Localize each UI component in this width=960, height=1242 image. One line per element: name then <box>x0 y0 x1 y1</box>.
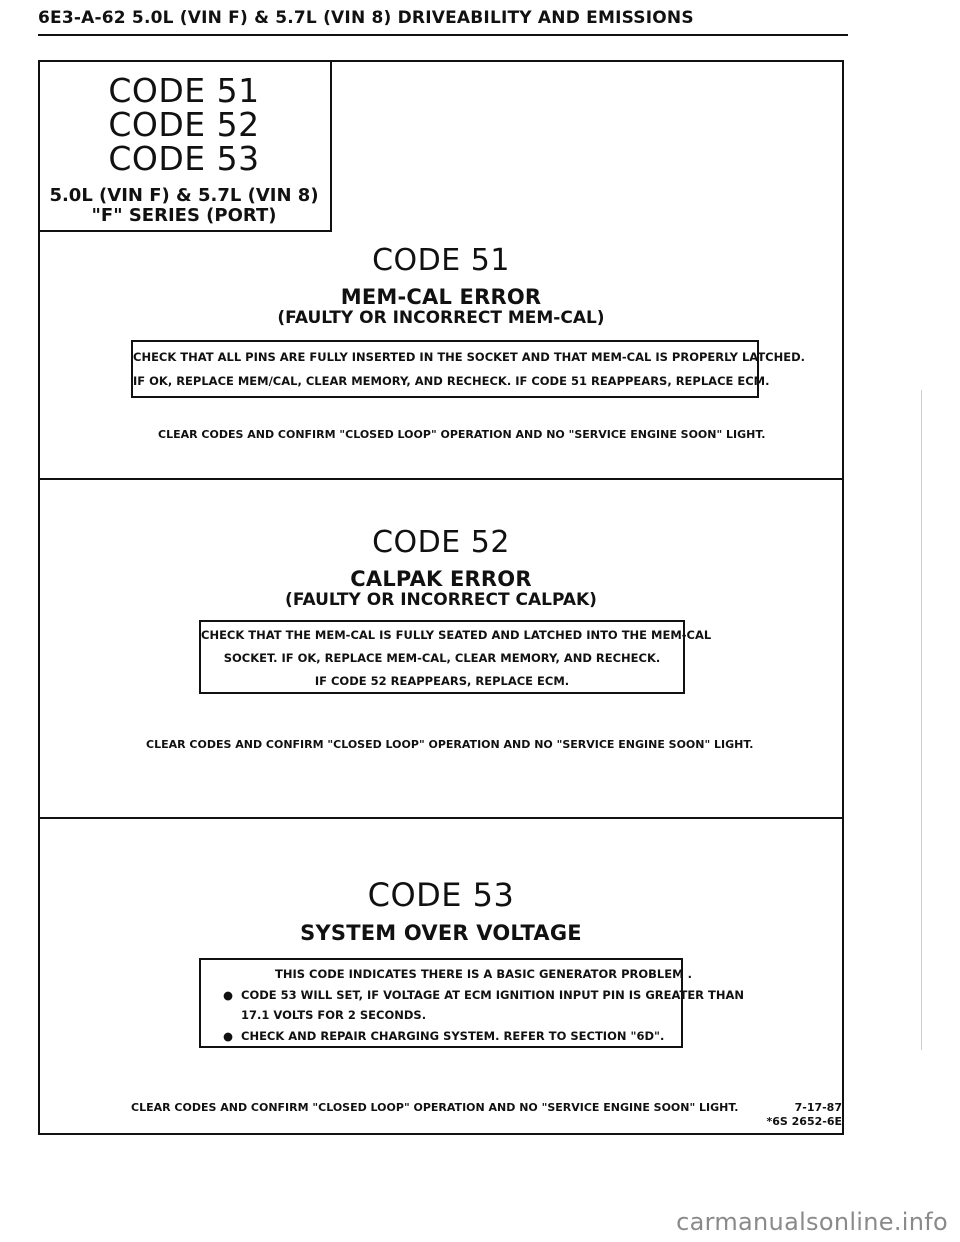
bullet-icon: ● <box>223 987 234 1002</box>
page-edge-line <box>921 390 922 1050</box>
code51-action-box <box>131 340 805 398</box>
code51-clear-instruction: CLEAR CODES AND CONFIRM "CLOSED LOOP" OPERATION AND NO "SERVICE ENGINE SOON" LIGHT. <box>158 428 766 441</box>
page-header: 6E3-A-62 5.0L (VIN F) & 5.7L (VIN 8) DRIVEABILITY AND EMISSIONS <box>38 8 694 28</box>
code52-subtitle: (FAULTY OR INCORRECT CALPAK) <box>285 590 597 610</box>
header-rule <box>38 34 848 36</box>
index-code-52: CODE 52 <box>108 105 260 144</box>
code52-heading <box>38 526 844 610</box>
footer-figure-id: *6S 2652-6E <box>766 1115 842 1128</box>
code52-error: CALPAK ERROR <box>350 567 532 591</box>
index-code-51: CODE 51 <box>108 71 260 110</box>
code51-error: MEM-CAL ERROR <box>340 285 542 309</box>
code53-bullet-1: CODE 53 WILL SET, IF VOLTAGE AT ECM IGNITION INPUT PIN IS GREATER THAN <box>241 987 745 1002</box>
code51-subtitle: (FAULTY OR INCORRECT MEM-CAL) <box>277 308 605 328</box>
code52-box-line: SOCKET. IF OK, REPLACE MEM-CAL, CLEAR MEMORY, AND RECHECK. <box>223 651 661 665</box>
footer-date: 7-17-87 <box>794 1101 842 1114</box>
section-divider <box>38 817 844 819</box>
footer-reference <box>766 1101 842 1129</box>
code53-clear-instruction: CLEAR CODES AND CONFIRM "CLOSED LOOP" OPERATION AND NO "SERVICE ENGINE SOON" LIGHT. <box>131 1101 739 1114</box>
bullet-icon: ● <box>223 1028 234 1043</box>
code51-heading <box>38 244 844 328</box>
code53-error: SYSTEM OVER VOLTAGE <box>300 921 582 945</box>
code52-clear-instruction: CLEAR CODES AND CONFIRM "CLOSED LOOP" OPERATION AND NO "SERVICE ENGINE SOON" LIGHT. <box>146 738 754 751</box>
code52-title: CODE 52 <box>372 525 510 560</box>
section-divider <box>38 478 844 480</box>
index-series: "F" SERIES (PORT) <box>91 205 277 226</box>
code53-heading <box>38 878 844 944</box>
code53-bullet-2: CHECK AND REPAIR CHARGING SYSTEM. REFER TO SECTION "6D". <box>241 1028 665 1043</box>
code53-title: CODE 53 <box>367 876 515 914</box>
code51-box-line: IF OK, REPLACE MEM/CAL, CLEAR MEMORY, AND RECHECK. IF CODE 51 REAPPEARS, REPLACE ECM. <box>133 374 770 388</box>
index-engine: 5.0L (VIN F) & 5.7L (VIN 8) <box>49 185 319 206</box>
code52-box-line: CHECK THAT THE MEM-CAL IS FULLY SEATED AND LATCHED INTO THE MEM-CAL <box>201 628 712 642</box>
code51-title: CODE 51 <box>372 243 510 278</box>
code-index-box <box>38 60 332 232</box>
watermark: carmanualsonline.info <box>676 1208 948 1236</box>
code53-bullet-1-cont: 17.1 VOLTS FOR 2 SECONDS. <box>241 1008 427 1022</box>
code53-box-intro: THIS CODE INDICATES THERE IS A BASIC GENERATOR PROBLEM . <box>275 967 692 981</box>
code52-box-line: IF CODE 52 REAPPEARS, REPLACE ECM. <box>314 674 570 688</box>
code53-action-box <box>199 958 745 1048</box>
index-code-53: CODE 53 <box>108 139 260 178</box>
code52-action-box <box>199 620 712 694</box>
code51-box-line: CHECK THAT ALL PINS ARE FULLY INSERTED IN THE SOCKET AND THAT MEM-CAL IS PROPERLY LATCHED. <box>133 350 805 364</box>
